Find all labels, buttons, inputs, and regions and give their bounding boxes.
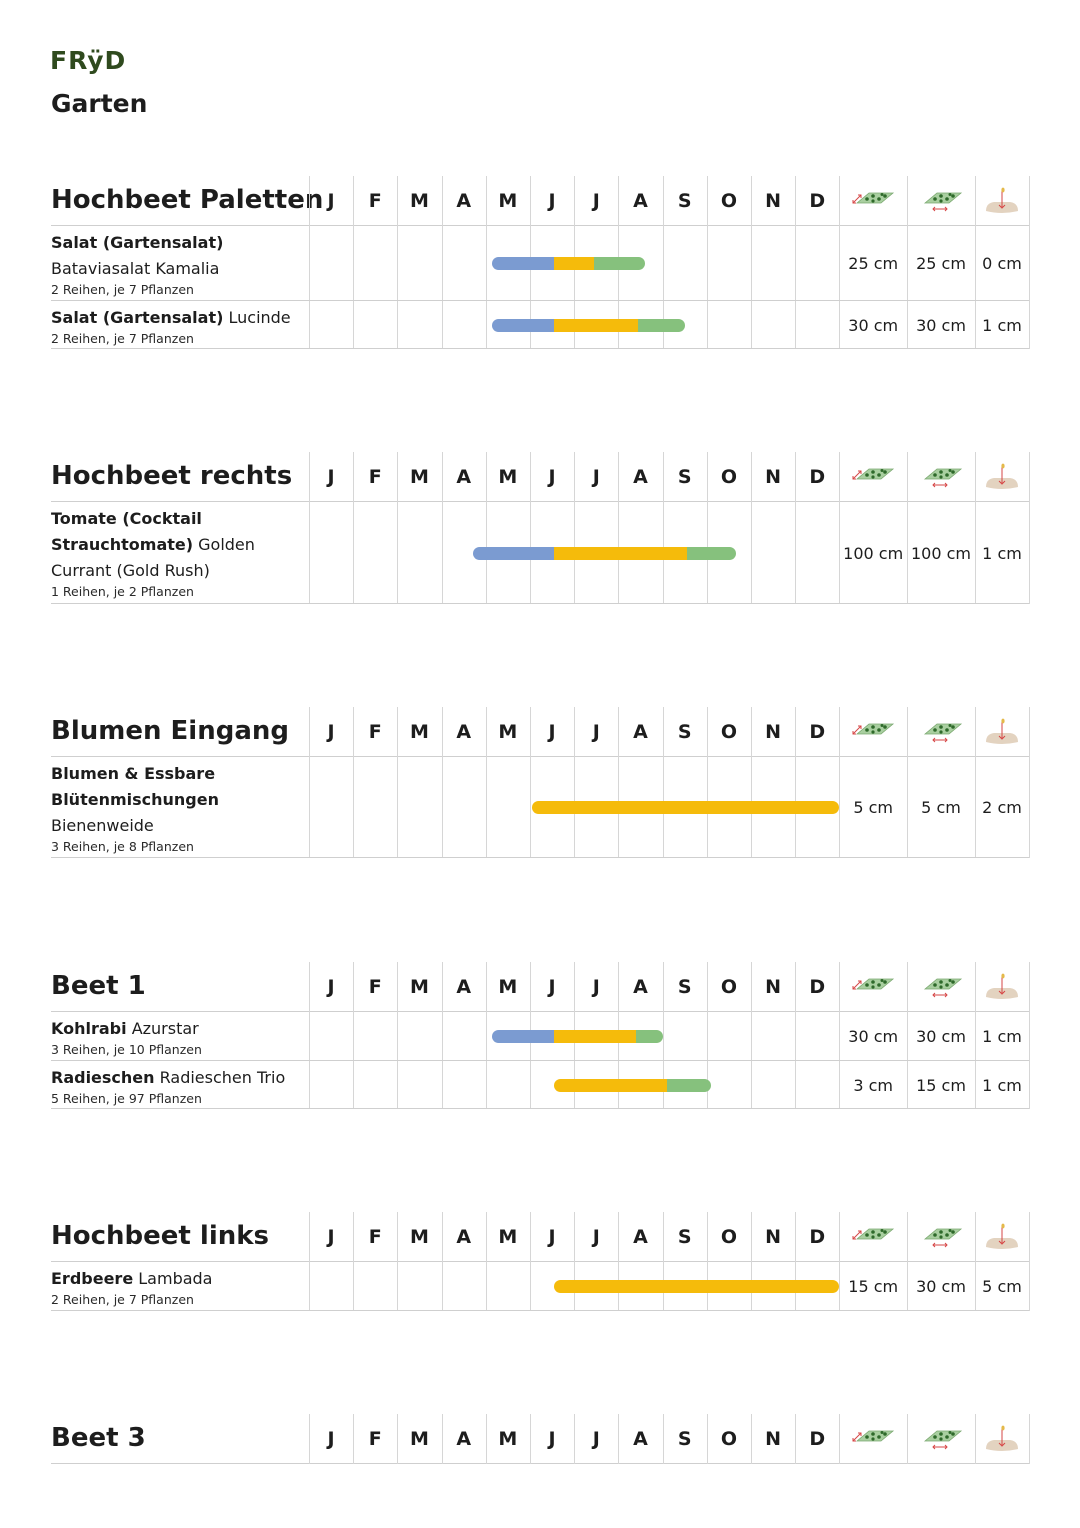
crop-variety: Golden Currant (Gold Rush): [51, 535, 255, 580]
grid-line: [975, 1414, 976, 1464]
table-row: [51, 226, 1029, 301]
section-title: Beet 3: [51, 1423, 146, 1453]
month-label: O: [720, 721, 737, 743]
month-label: M: [410, 190, 429, 212]
sowing-depth-value: 1 cm: [982, 315, 1022, 335]
month-label: J: [548, 721, 556, 743]
row-spacing-value: 15 cm: [848, 1277, 899, 1296]
grid-line: [618, 1414, 619, 1464]
row-spacing-icon: [839, 707, 907, 757]
grid-line: [663, 1414, 664, 1464]
section-header: [51, 1414, 1029, 1464]
month-label: J: [592, 721, 600, 743]
crop-species: Erdbeere: [51, 1269, 134, 1288]
crop-info: [51, 761, 301, 855]
month-label: J: [548, 1428, 556, 1450]
grid-line: [397, 1414, 398, 1464]
crop-variety: Lucinde: [223, 308, 291, 327]
section-header: [51, 707, 1029, 757]
crop-name: [51, 1266, 301, 1292]
plant-spacing-value: 25 cm: [916, 254, 966, 273]
crop-species: Radieschen: [51, 1068, 155, 1087]
page-title: Garten: [51, 89, 148, 118]
month-label: O: [720, 190, 737, 212]
month-label: N: [765, 721, 782, 743]
month-label: A: [633, 721, 648, 743]
month-label: N: [765, 190, 782, 212]
timeline-segment-sow: [473, 547, 555, 560]
crop-name: [51, 305, 301, 331]
crop-species: Salat (Gartensalat): [51, 233, 224, 252]
plan-section: [51, 707, 1029, 858]
section-title: Hochbeet Paletten: [51, 185, 324, 215]
crop-variety: Bienenweide: [51, 816, 154, 835]
month-label: J: [592, 976, 600, 998]
crop-name: [51, 1016, 301, 1042]
section-title: Hochbeet links: [51, 1221, 270, 1251]
crop-variety: Bataviasalat Kamalia: [51, 259, 220, 278]
month-label: F: [368, 1226, 382, 1248]
month-label: J: [327, 1428, 335, 1450]
timeline-bar: [473, 547, 736, 560]
sowing-depth-value: 2 cm: [982, 798, 1022, 817]
grid-line: [530, 1414, 531, 1464]
row-spacing-icon: [839, 962, 907, 1012]
plant-spacing-value: 5 cm: [921, 798, 961, 817]
grid-line: [1029, 452, 1030, 604]
month-label: S: [677, 466, 692, 488]
timeline-bar: [492, 1030, 662, 1043]
month-label: F: [368, 190, 382, 212]
plant-spacing-icon: [907, 962, 975, 1012]
timeline-bar: [554, 1280, 839, 1293]
plant-spacing-value: 30 cm: [916, 1027, 966, 1046]
grid-line: [1029, 962, 1030, 1109]
sowing-depth-value: 5 cm: [982, 1277, 1022, 1296]
timeline-segment-grow: [554, 1079, 667, 1092]
grid-line: [1029, 176, 1030, 349]
plant-spacing-value: 30 cm: [916, 1277, 966, 1296]
timeline-segment-harvest: [638, 319, 684, 332]
section-title: Blumen Eingang: [51, 716, 289, 746]
row-spacing-value: 100 cm: [843, 543, 904, 563]
table-row: [51, 1262, 1029, 1311]
timeline-segment-harvest: [636, 1030, 663, 1043]
crop-name: [51, 761, 301, 839]
month-label: D: [809, 1226, 826, 1248]
timeline-segment-grow: [554, 1030, 636, 1043]
sowing-depth-icon: [975, 1212, 1029, 1262]
planting-note: 3 Reihen, je 8 Pflanzen: [51, 839, 194, 854]
grid-line: [1029, 1414, 1030, 1464]
plan-section: [51, 1414, 1029, 1464]
crop-species: Tomate (Cocktail Strauchtomate): [51, 509, 202, 554]
month-label: M: [498, 190, 518, 212]
month-label: D: [809, 1428, 826, 1450]
timeline-bar: [554, 1079, 711, 1092]
month-label: M: [498, 466, 518, 488]
sowing-depth-value: 1 cm: [982, 543, 1022, 563]
month-label: D: [809, 190, 826, 212]
month-label: J: [548, 1226, 556, 1248]
month-label: M: [498, 976, 518, 998]
timeline-segment-sow: [492, 1030, 554, 1043]
month-label: J: [327, 721, 335, 743]
month-label: J: [592, 466, 600, 488]
month-label: A: [456, 976, 472, 998]
month-label: F: [368, 976, 382, 998]
month-label: J: [592, 1428, 600, 1450]
crop-info: [51, 1065, 301, 1107]
timeline-bar: [492, 319, 684, 332]
section-header: [51, 962, 1029, 1012]
month-label: N: [765, 1428, 782, 1450]
table-row: [51, 1061, 1029, 1109]
grid-line: [486, 1414, 487, 1464]
grid-line: [574, 1414, 575, 1464]
row-spacing-value: 5 cm: [853, 798, 894, 817]
planting-note: 1 Reihen, je 2 Pflanzen: [51, 584, 194, 599]
grid-line: [839, 1414, 840, 1464]
row-spacing-icon: [839, 176, 907, 226]
timeline-segment-harvest: [687, 547, 736, 560]
month-label: A: [633, 190, 648, 212]
crop-info: [51, 506, 301, 600]
month-label: J: [327, 466, 335, 488]
row-spacing-value: 30 cm: [848, 1027, 899, 1046]
timeline-segment-grow: [554, 1280, 839, 1293]
month-label: J: [548, 466, 556, 488]
month-label: S: [677, 190, 692, 212]
section-title: Beet 1: [51, 971, 146, 1001]
crop-info: [51, 230, 301, 298]
grid-line: [751, 1414, 752, 1464]
plant-spacing-icon: [907, 176, 975, 226]
row-spacing-icon: [839, 452, 907, 502]
crop-variety: Azurstar: [126, 1019, 199, 1038]
month-label: N: [765, 976, 782, 998]
table-row: [51, 1012, 1029, 1061]
section-header: [51, 1212, 1029, 1262]
row-spacing-value: 30 cm: [848, 315, 899, 335]
timeline-segment-harvest: [594, 257, 645, 270]
row-spacing-icon: [839, 1212, 907, 1262]
month-label: O: [720, 466, 737, 488]
plant-spacing-icon: [907, 707, 975, 757]
sowing-depth-icon: [975, 176, 1029, 226]
timeline-segment-harvest: [667, 1079, 711, 1092]
row-spacing-icon: [839, 1414, 907, 1464]
plan-section: [51, 1212, 1029, 1311]
sowing-depth-value: 1 cm: [982, 1075, 1022, 1095]
crop-name: [51, 506, 301, 584]
month-label: J: [327, 190, 335, 212]
grid-line: [707, 1414, 708, 1464]
month-label: D: [809, 976, 826, 998]
crop-variety: Lambada: [133, 1269, 213, 1288]
crop-name: [51, 230, 301, 282]
table-row: [51, 301, 1029, 349]
month-label: M: [498, 1428, 518, 1450]
plan-section: [51, 452, 1029, 604]
planting-note: 2 Reihen, je 7 Pflanzen: [51, 1292, 194, 1307]
section-header: [51, 176, 1029, 226]
month-label: D: [809, 721, 826, 743]
month-label: A: [456, 1428, 472, 1450]
timeline-bar: [492, 257, 644, 270]
month-label: N: [765, 466, 782, 488]
plant-spacing-icon: [907, 1414, 975, 1464]
sowing-depth-icon: [975, 707, 1029, 757]
month-label: A: [633, 466, 648, 488]
month-label: M: [410, 976, 429, 998]
month-label: J: [592, 1226, 600, 1248]
month-label: A: [456, 466, 472, 488]
timeline-segment-sow: [492, 257, 554, 270]
month-label: S: [677, 721, 692, 743]
month-label: N: [765, 1226, 782, 1248]
crop-info: [51, 305, 301, 347]
month-label: J: [327, 1226, 335, 1248]
month-label: A: [456, 721, 472, 743]
plant-spacing-icon: [907, 1212, 975, 1262]
month-label: J: [548, 190, 556, 212]
grid-line: [442, 1414, 443, 1464]
timeline-segment-grow: [554, 547, 687, 560]
grid-line: [353, 1414, 354, 1464]
month-label: A: [456, 190, 472, 212]
month-label: O: [720, 976, 737, 998]
crop-species: Blumen & Essbare Blütenmischungen: [51, 764, 219, 809]
timeline-segment-grow: [554, 319, 638, 332]
month-label: M: [410, 1428, 429, 1450]
sowing-depth-icon: [975, 452, 1029, 502]
timeline-bar: [532, 801, 839, 814]
month-label: M: [498, 721, 518, 743]
sowing-depth-icon: [975, 962, 1029, 1012]
month-label: S: [677, 1226, 692, 1248]
grid-line: [309, 1414, 310, 1464]
crop-variety: Radieschen Trio: [154, 1068, 286, 1087]
plan-section: [51, 962, 1029, 1109]
timeline-segment-grow: [532, 801, 839, 814]
sowing-depth-value: 1 cm: [982, 1027, 1022, 1046]
section-title: Hochbeet rechts: [51, 461, 293, 491]
section-header: [51, 452, 1029, 502]
month-label: J: [592, 190, 600, 212]
plant-spacing-value: 30 cm: [916, 315, 966, 335]
plant-spacing-value: 15 cm: [916, 1075, 966, 1095]
crop-name: [51, 1065, 301, 1091]
plan-section: [51, 176, 1029, 349]
month-label: J: [548, 976, 556, 998]
planting-note: 2 Reihen, je 7 Pflanzen: [51, 331, 194, 346]
month-label: J: [327, 976, 335, 998]
crop-species: Salat (Gartensalat): [51, 308, 224, 327]
crop-info: [51, 1016, 301, 1058]
month-label: A: [633, 1428, 648, 1450]
sowing-depth-value: 0 cm: [982, 254, 1022, 273]
month-label: A: [633, 976, 648, 998]
month-label: M: [498, 1226, 518, 1248]
grid-line: [1029, 707, 1030, 858]
month-label: M: [410, 466, 429, 488]
row-spacing-value: 25 cm: [848, 254, 899, 273]
crop-info: [51, 1266, 301, 1308]
month-label: O: [720, 1428, 737, 1450]
month-label: S: [677, 1428, 692, 1450]
sowing-depth-icon: [975, 1414, 1029, 1464]
month-label: A: [456, 1226, 472, 1248]
month-label: M: [410, 721, 429, 743]
timeline-segment-sow: [492, 319, 554, 332]
table-row: [51, 757, 1029, 858]
row-spacing-value: 3 cm: [853, 1075, 894, 1095]
month-label: F: [368, 1428, 382, 1450]
planting-note: 2 Reihen, je 7 Pflanzen: [51, 282, 194, 297]
grid-line: [795, 1414, 796, 1464]
table-row: [51, 502, 1029, 604]
grid-line: [1029, 1212, 1030, 1311]
month-label: D: [809, 466, 826, 488]
planting-note: 3 Reihen, je 10 Pflanzen: [51, 1042, 202, 1057]
month-label: F: [368, 721, 382, 743]
month-label: S: [677, 976, 692, 998]
grid-line: [907, 1414, 908, 1464]
planting-note: 5 Reihen, je 97 Pflanzen: [51, 1091, 202, 1106]
month-label: F: [368, 466, 382, 488]
timeline-segment-grow: [554, 257, 594, 270]
month-label: M: [410, 1226, 429, 1248]
month-label: O: [720, 1226, 737, 1248]
plant-spacing-value: 100 cm: [910, 543, 971, 563]
month-label: A: [633, 1226, 648, 1248]
brand-logo: FRÿD: [50, 46, 127, 75]
plant-spacing-icon: [907, 452, 975, 502]
crop-species: Kohlrabi: [51, 1019, 127, 1038]
